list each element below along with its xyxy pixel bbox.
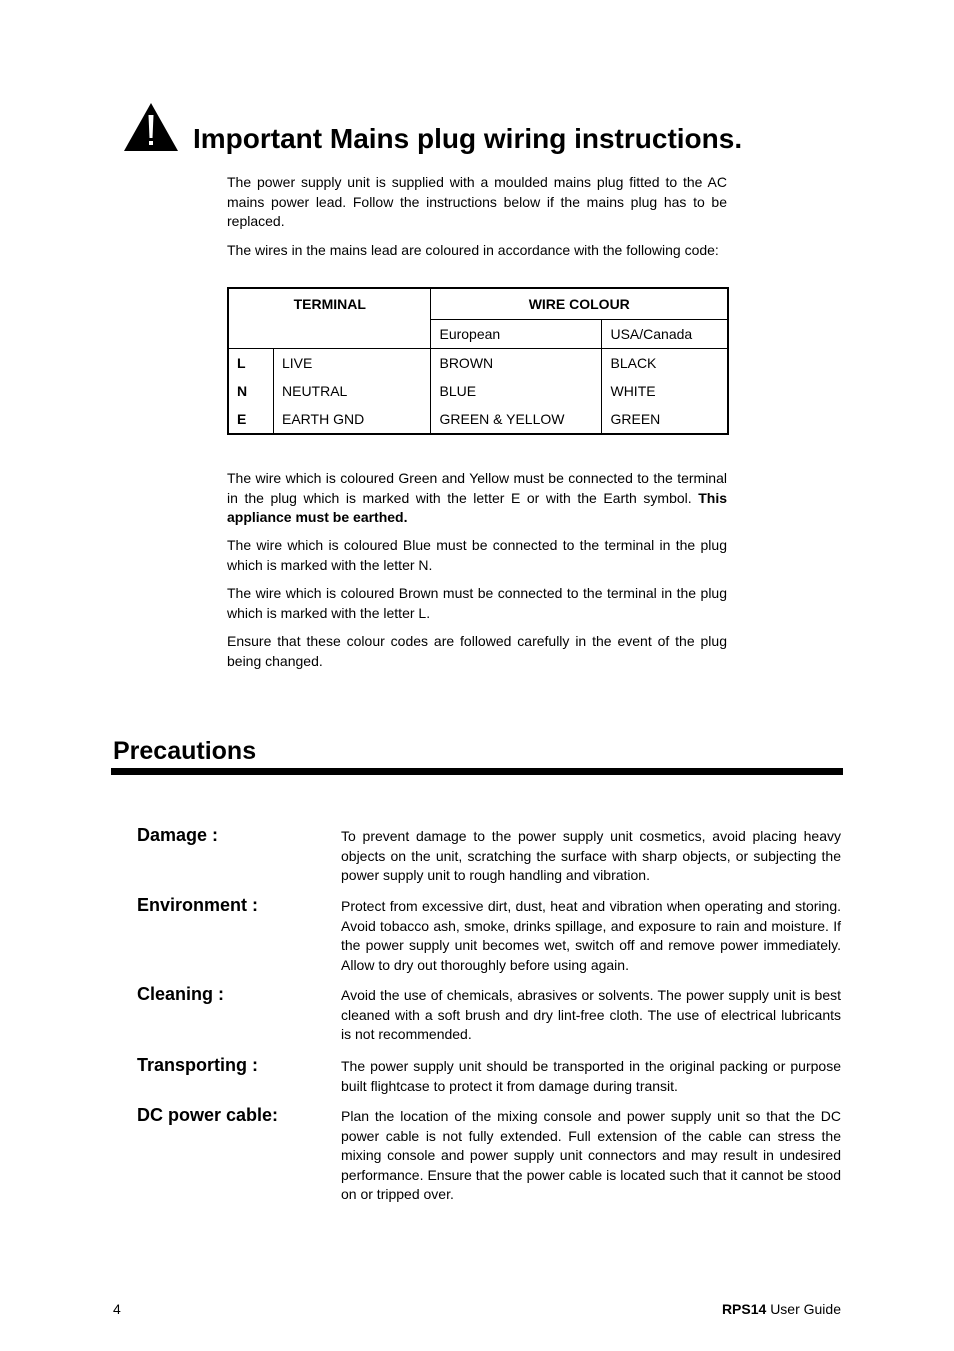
subheader-usa-canada: USA/Canada <box>602 320 728 349</box>
precaution-term: Transporting : <box>137 1055 258 1075</box>
page-number: 4 <box>113 1301 121 1317</box>
row-european: GREEN & YELLOW <box>431 405 602 434</box>
intro-paragraph-2: The wires in the mains lead are coloured in accordance with the following code: <box>227 242 719 258</box>
earthed-warning: This appliance must be earthed. <box>227 489 728 525</box>
precaution-term: Environment : <box>137 895 259 915</box>
row-key: L <box>228 349 274 378</box>
instruction-earth <box>227 469 727 528</box>
table-row <box>228 377 728 405</box>
header-wire-colour: WIRE COLOUR <box>431 288 728 320</box>
row-usa: BLACK <box>602 349 728 378</box>
footer-product: RPS14 <box>721 1301 767 1317</box>
row-european: BLUE <box>431 377 602 405</box>
instruction-earth-text: The wire which is coloured Green and Yellow must be connected to the terminal in the plug which is marked with the letter E or with the Earth symbol. <box>227 470 727 506</box>
table-row <box>228 349 728 378</box>
row-name: NEUTRAL <box>274 377 431 405</box>
table-row <box>228 405 728 434</box>
precaution-term: DC power cable: <box>137 1105 279 1125</box>
subheader-european: European <box>431 320 602 349</box>
wire-colour-table <box>227 287 729 435</box>
instruction-live: The wire which is coloured Brown must be connected to the terminal in the plug which is marked with the letter L. <box>227 585 727 621</box>
section-title-precautions: Precautions <box>113 737 257 765</box>
warning-triangle-icon <box>122 101 180 153</box>
footer-guide-title <box>722 1301 841 1317</box>
row-usa: WHITE <box>602 377 728 405</box>
row-name: EARTH GND <box>274 405 431 434</box>
precaution-text: Avoid the use of chemicals, abrasives or solvents. The power supply unit is best cleaned with a soft brush and dry lint-free cloth. The use of electrical lubricants is not recommended. <box>341 987 841 1042</box>
instruction-neutral: The wire which is coloured Blue must be connected to the terminal in the plug which is marked with the letter N. <box>227 537 727 573</box>
precaution-text: Protect from excessive dirt, dust, heat and vibration when operating and storing. Avoid tobacco ash, smoke, drinks spillage, and exposure to rain and moisture. If the power supply unit becomes wet, switch off and remove power immediately. Allow to dry out thoroughly before using again. <box>341 898 841 973</box>
page-title: Important Mains plug wiring instructions. <box>193 123 743 154</box>
precaution-text: To prevent damage to the power supply unit cosmetics, avoid placing heavy objects on the unit, scratching the surface with sharp objects, or subjecting the power supply unit to rough handling and vibration. <box>341 828 841 883</box>
section-divider <box>111 768 843 775</box>
row-usa: GREEN <box>602 405 728 434</box>
row-name: LIVE <box>274 349 431 378</box>
precaution-text: Plan the location of the mixing console and power supply unit so that the DC power cable is not fully extended. Full extension of the cable can stress the mixing console and power supply unit connectors and may result in undesired performance. Ensure that the power cable is located such that it cannot be stood on or tripped over. <box>341 1108 841 1202</box>
footer-guide: User Guide <box>770 1301 841 1317</box>
intro-paragraph-1: The power supply unit is supplied with a moulded mains plug fitted to the AC mains power lead. Follow the instructions below if the mains plug has to be replaced. <box>227 174 727 229</box>
precaution-text: The power supply unit should be transported in the original packing or purpose built flightcase to protect it from damage during transit. <box>341 1058 841 1094</box>
header-terminal: TERMINAL <box>228 288 431 320</box>
instruction-ensure: Ensure that these colour codes are followed carefully in the event of the plug being changed. <box>227 633 727 669</box>
row-european: BROWN <box>431 349 602 378</box>
row-key: N <box>228 377 274 405</box>
row-key: E <box>228 405 274 434</box>
precaution-term: Damage : <box>137 825 219 845</box>
terminal-subheader-empty <box>228 320 431 349</box>
precaution-term: Cleaning : <box>137 984 225 1004</box>
